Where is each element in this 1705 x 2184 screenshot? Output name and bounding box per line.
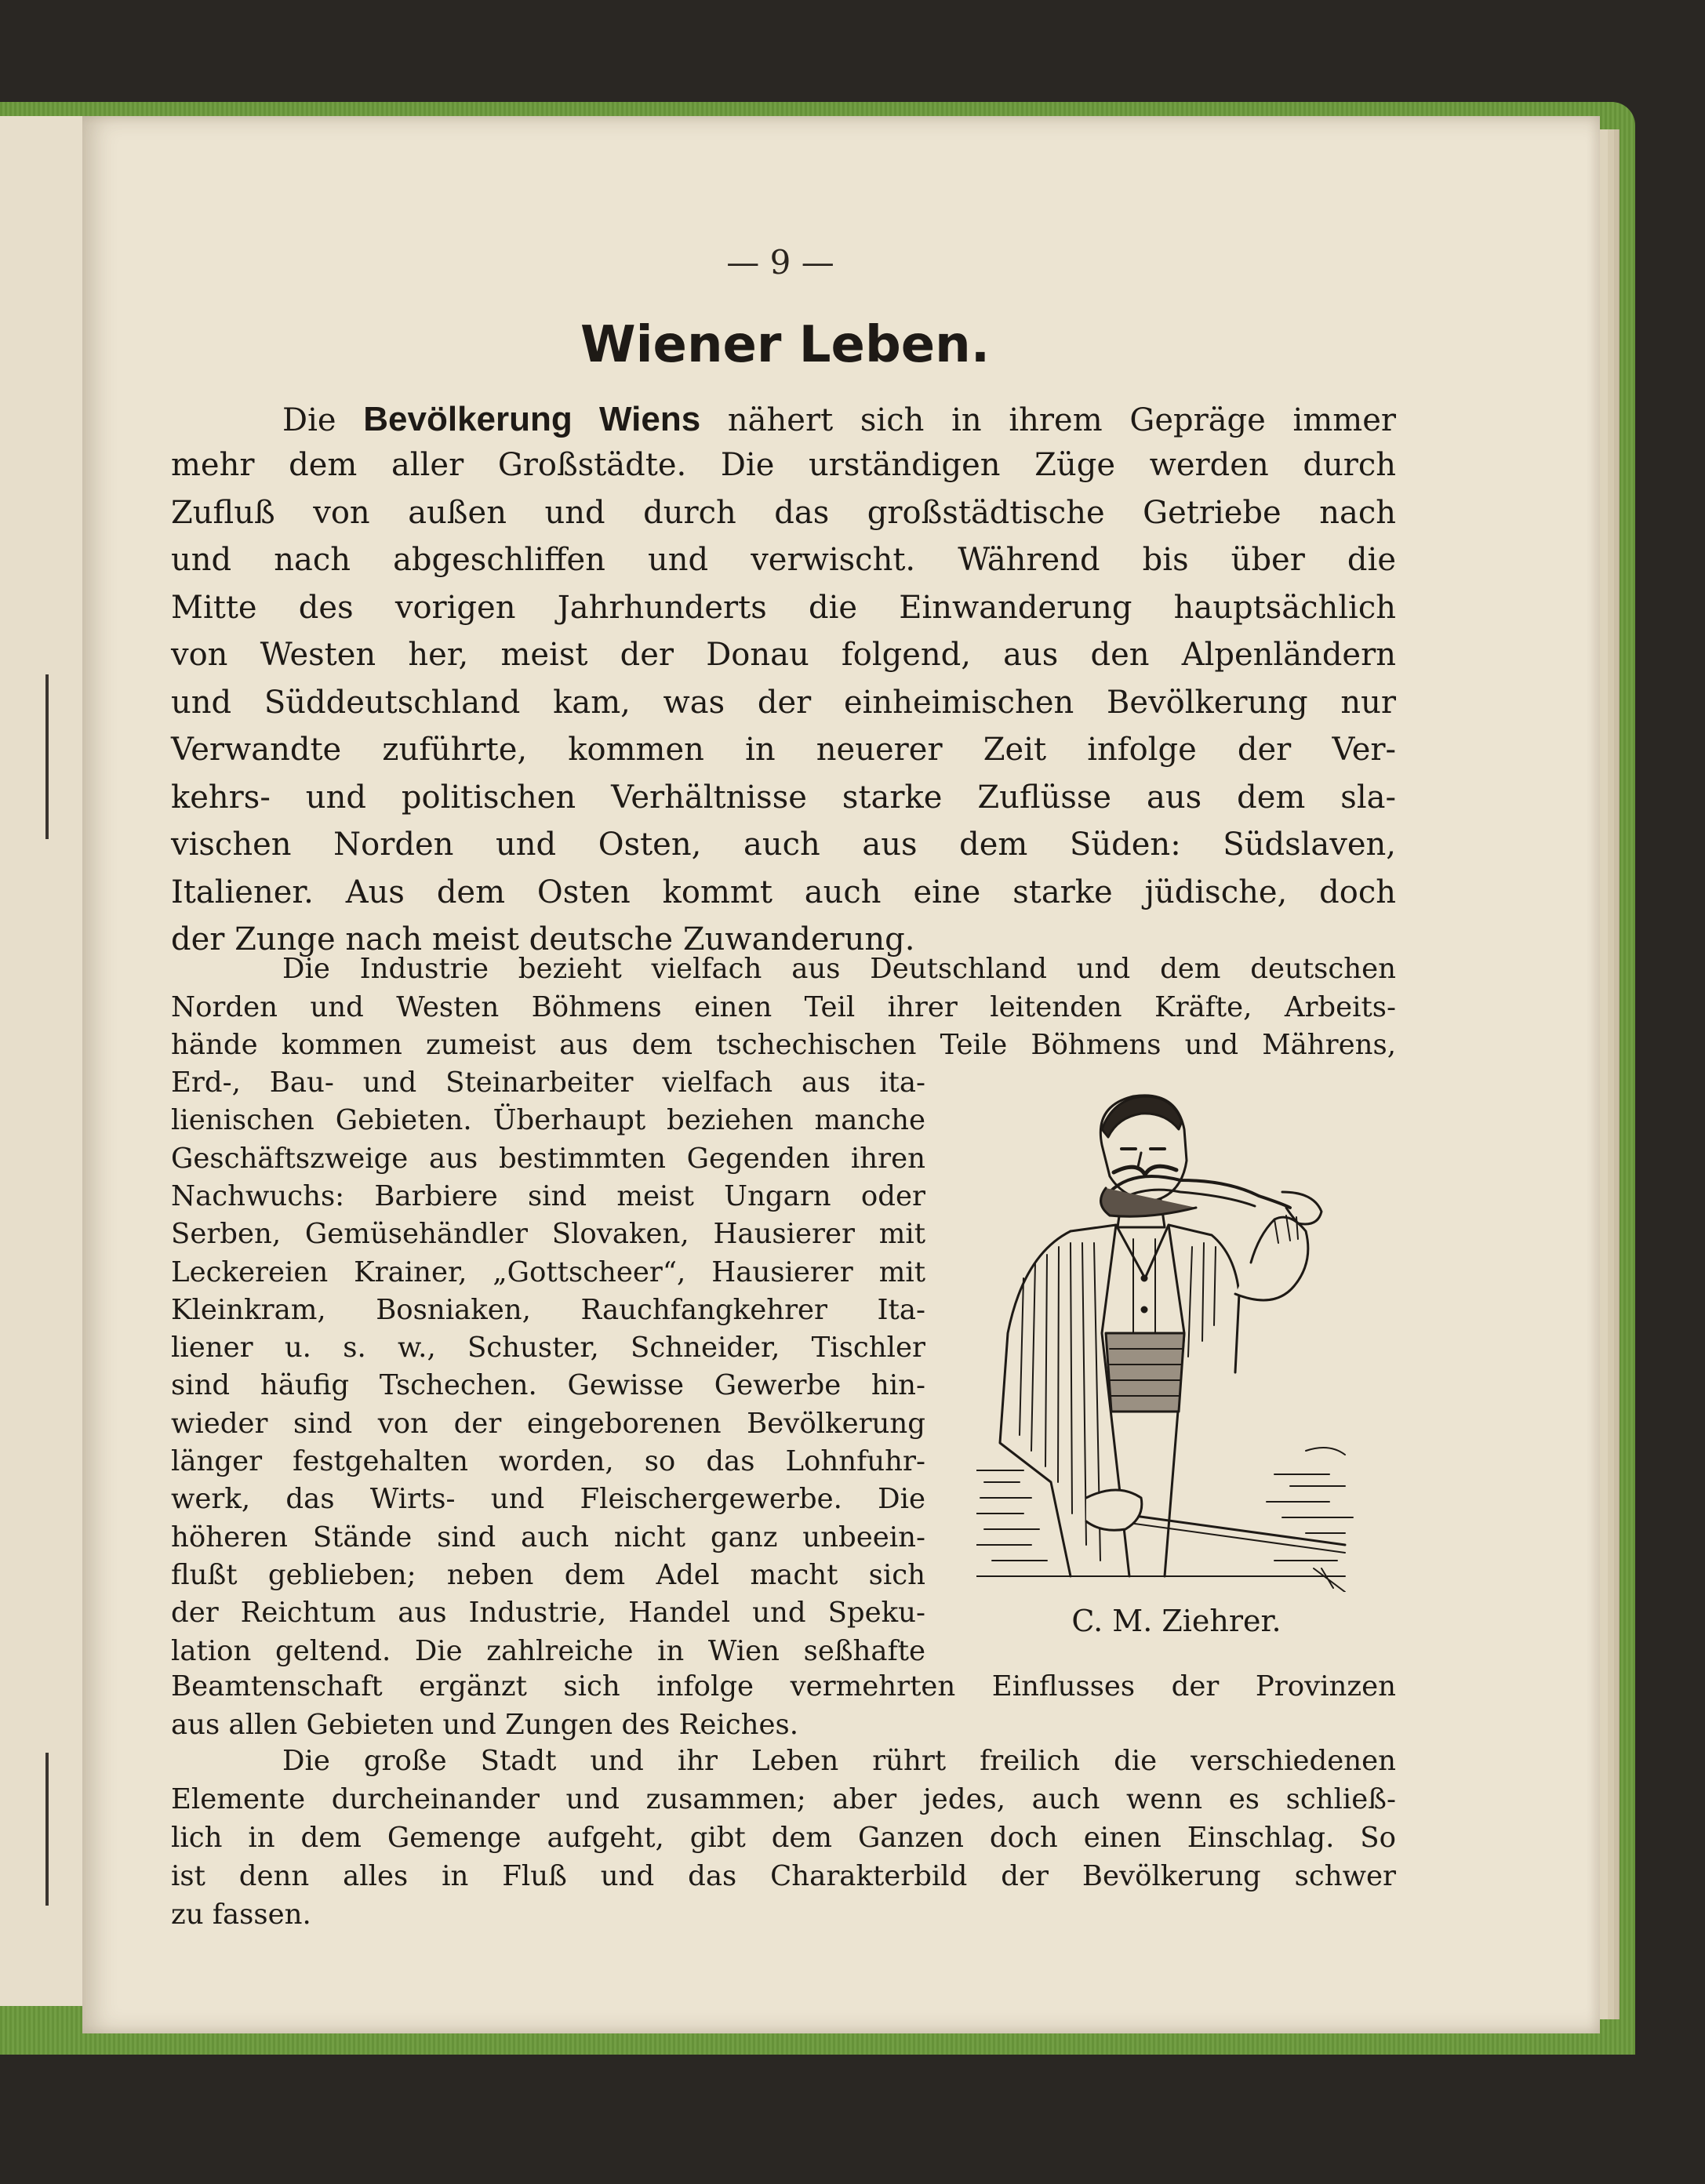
left-page-margin	[0, 116, 84, 2006]
paragraph-2-narrow-line: der Reichtum aus Industrie, Handel und Speku-	[171, 1597, 925, 1630]
paragraph-1-line: und Süddeutschland kam, was der einheimischen Bevölkerung nur	[171, 684, 1396, 721]
paragraph-1-line: vischen Norden und Osten, auch aus dem Süden: Südslaven,	[171, 827, 1396, 863]
paragraph-1-bold: Bevölkerung Wiens	[363, 400, 701, 438]
paragraph-1-line: Mitte des vorigen Jahrhunderts die Einwanderung hauptsächlich	[171, 589, 1396, 626]
paragraph-2-narrow-line: höheren Stände sind auch nicht ganz unbeein-	[171, 1521, 925, 1554]
paragraph-1-line: Verwandte zuführte, kommen in neuerer Zeit infolge der Ver-	[171, 732, 1396, 768]
paragraph-2-narrow-line: Leckereien Krainer, „Gottscheer“, Hausierer mit	[171, 1256, 925, 1288]
paragraph-2-narrow-line: Nachwuchs: Barbiere sind meist Ungarn oder	[171, 1179, 925, 1212]
paragraph-1-first-line	[282, 400, 1396, 439]
paragraph-2-narrow-line: Erd-, Bau- und Steinarbeiter vielfach aus ita-	[171, 1067, 925, 1099]
page-number-header: — 9 —	[726, 243, 834, 282]
paragraph-1-line: kehrs- und politischen Verhältnisse starke Zuflüsse aus dem sla-	[171, 779, 1396, 816]
paragraph-1-line: der Zunge nach meist deutsche Zuwanderung.	[171, 921, 915, 958]
paragraph-2-narrow-line: flußt geblieben; neben dem Adel macht sich	[171, 1558, 925, 1591]
paragraph-2-narrow-line: wieder sind von der eingeborenen Bevölkerung	[171, 1407, 925, 1440]
paragraph-3-line: Elemente durcheinander und zusammen; aber jedes, auch wenn es schließ-	[171, 1783, 1396, 1815]
paragraph-2-narrow-line: Geschäftszweige aus bestimmten Gegenden ihren	[171, 1142, 925, 1175]
paragraph-1-line: Zufluß von außen und durch das großstädtische Getriebe nach	[171, 494, 1396, 531]
paragraph-1-line: mehr dem aller Großstädte. Die urständigen Züge werden durch	[171, 447, 1396, 483]
paragraph-3-line: ist denn alles in Fluß und das Charakterbild der Bevölkerung schwer	[171, 1860, 1396, 1892]
page-title: Wiener Leben.	[580, 316, 991, 374]
paragraph-1-line: von Westen her, meist der Donau folgend, aus den Alpenländern	[171, 637, 1396, 673]
paragraph-2-line: Norden und Westen Böhmens einen Teil ihrer leitenden Kräfte, Arbeits-	[171, 990, 1396, 1023]
paragraph-3-line: zu fassen.	[171, 1899, 311, 1931]
paragraph-1-line: und nach abgeschliffen und verwischt. Während bis über die	[171, 542, 1396, 578]
paragraph-1-rest: nähert sich in ihrem Gepräge immer	[700, 402, 1397, 438]
left-page-mark	[45, 674, 49, 839]
paragraph-2-narrow-line: lienischen Gebieten. Überhaupt beziehen manche	[171, 1104, 925, 1137]
figure-caption: C. M. Ziehrer.	[1071, 1604, 1281, 1638]
paragraph-2-narrow-line: länger festgehalten worden, so das Lohnfuhr-	[171, 1445, 925, 1477]
paragraph-2-line: hände kommen zumeist aus dem tschechischen Teile Böhmens und Mährens,	[171, 1029, 1396, 1061]
paragraph-3-line: lich in dem Gemenge aufgeht, gibt dem Ganzen doch einen Einschlag. So	[171, 1822, 1396, 1854]
page-edge	[1614, 129, 1620, 2019]
paragraph-1-line: Italiener. Aus dem Osten kommt auch eine starke jüdische, doch	[171, 874, 1396, 910]
paragraph-2-narrow-line: lation geltend. Die zahlreiche in Wien seßhafte	[171, 1634, 925, 1667]
paragraph-2-narrow-line: Serben, Gemüsehändler Slovaken, Hausierer mit	[171, 1218, 925, 1251]
paragraph-1-lead: Die	[282, 402, 364, 438]
paragraph-3-line: Die große Stadt und ihr Leben rührt freilich die verschiedenen	[282, 1745, 1396, 1777]
paragraph-2-narrow-line: Kleinkram, Bosniaken, Rauchfangkehrer Ita-	[171, 1293, 925, 1326]
paragraph-2-narrow-line: werk, das Wirts- und Fleischergewerbe. Die	[171, 1483, 925, 1516]
paragraph-2-narrow-line: sind häufig Tschechen. Gewisse Gewerbe hin-	[171, 1369, 925, 1402]
paragraph-2-narrow-line: liener u. s. w., Schuster, Schneider, Tischler	[171, 1332, 925, 1365]
paragraph-2-line: aus allen Gebieten und Zungen des Reiches.	[171, 1709, 799, 1741]
paragraph-2-line: Die Industrie bezieht vielfach aus Deutschland und dem deutschen	[282, 953, 1396, 985]
violinist-illustration	[976, 1074, 1384, 1592]
paragraph-2-line: Beamtenschaft ergänzt sich infolge vermehrten Einflusses der Provinzen	[171, 1670, 1396, 1703]
left-page-mark	[45, 1753, 49, 1906]
